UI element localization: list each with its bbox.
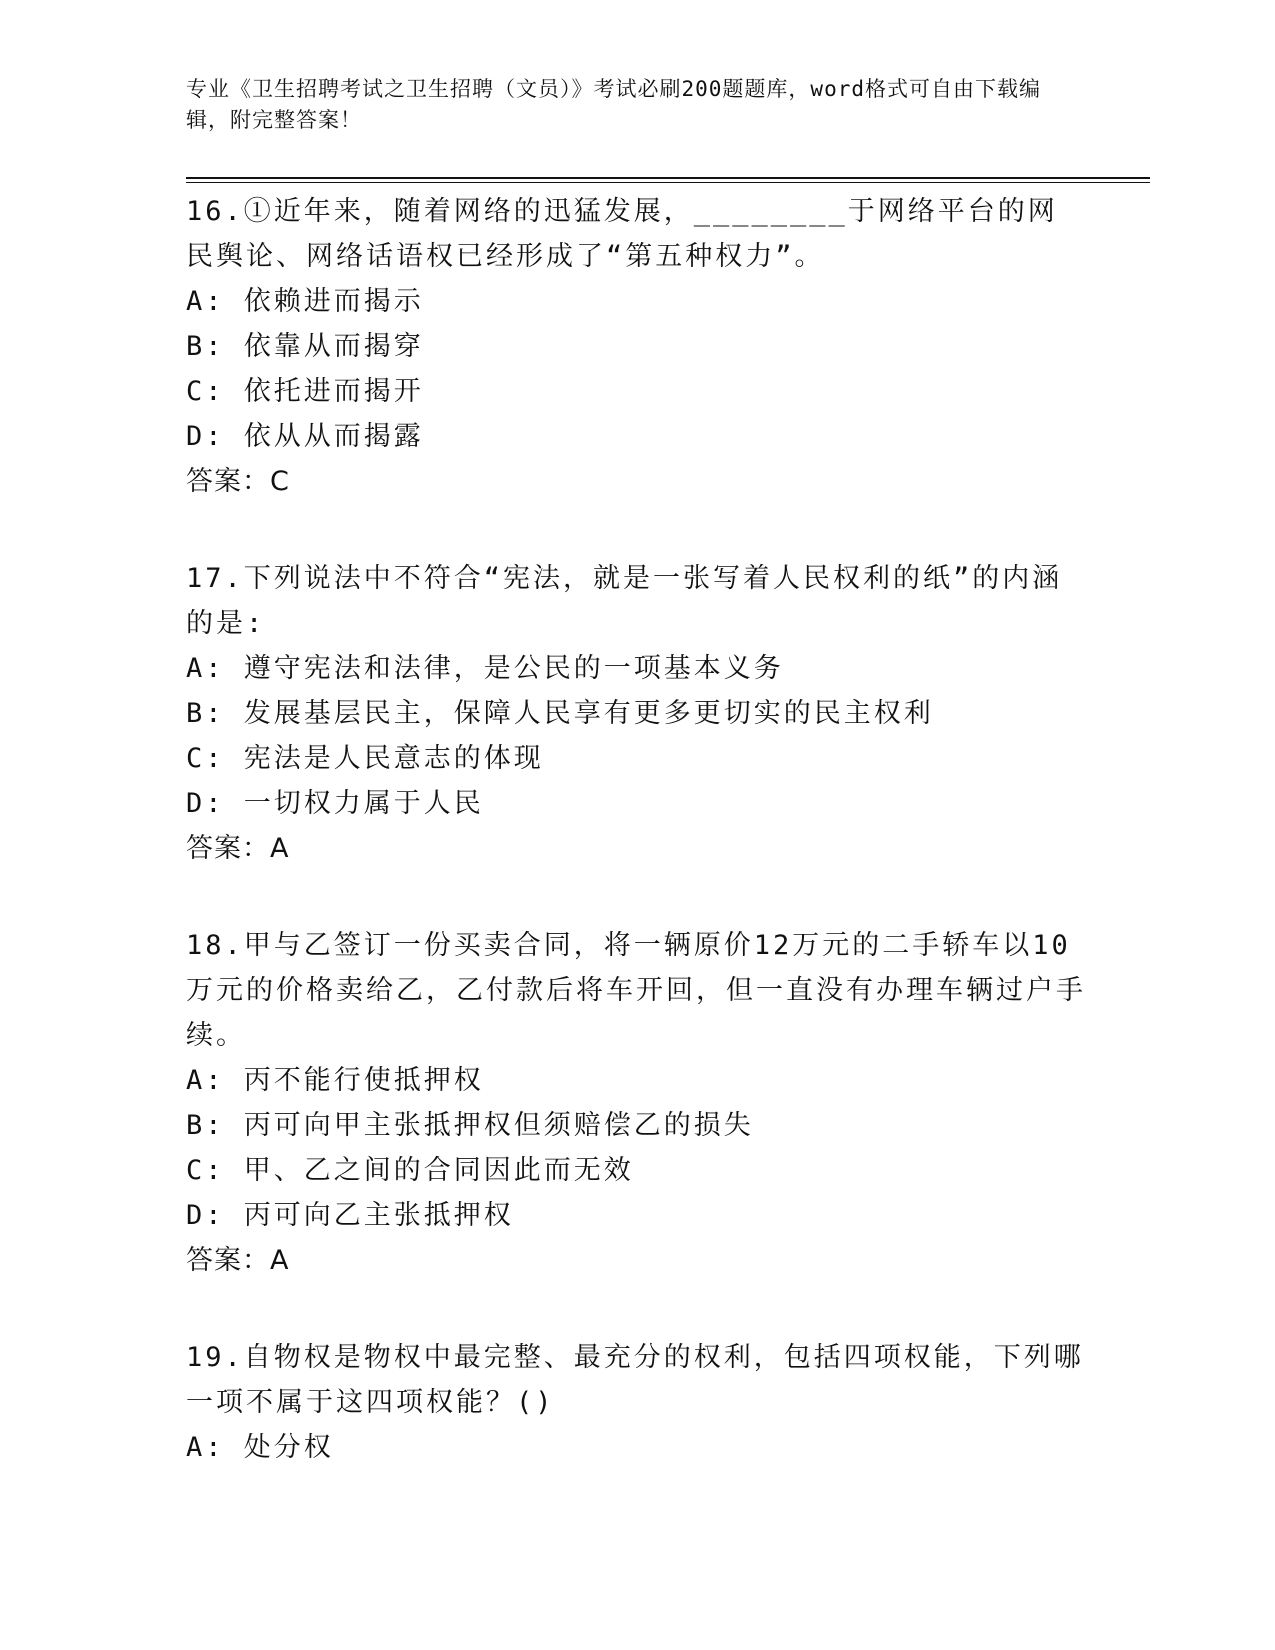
option-b: B: 丙可向甲主张抵押权但须赔偿乙的损失 bbox=[186, 1110, 754, 1141]
answer-label: 答案：A bbox=[186, 1245, 290, 1276]
answer-label: 答案：A bbox=[186, 833, 290, 864]
header-divider-thick bbox=[186, 177, 1150, 179]
question-list bbox=[186, 189, 1086, 1522]
question-stem: 16.①近年来，随着网络的迅猛发展，________于网络平台的网民舆论、网络话语权已经形成了“第五种权力”。 bbox=[186, 196, 1058, 272]
question-stem: 17.下列说法中不符合“宪法，就是一张写着人民权利的纸”的内涵的是: bbox=[186, 563, 1063, 639]
question-stem: 18.甲与乙签订一份买卖合同，将一辆原价12万元的二手轿车以10万元的价格卖给乙，乙付款后将车开回，但一直没有办理车辆过户手续。 bbox=[186, 930, 1086, 1051]
header-divider-thin bbox=[186, 182, 1150, 183]
option-a: A: 处分权 bbox=[186, 1432, 334, 1463]
option-a: A: 依赖进而揭示 bbox=[186, 286, 424, 317]
option-a: A: 丙不能行使抵押权 bbox=[186, 1065, 484, 1096]
option-d: D: 丙可向乙主张抵押权 bbox=[186, 1200, 514, 1231]
option-a: A: 遵守宪法和法律，是公民的一项基本义务 bbox=[186, 653, 784, 684]
option-d: D: 依从从而揭露 bbox=[186, 421, 424, 452]
question-19 bbox=[186, 1335, 1086, 1470]
option-b: B: 发展基层民主，保障人民享有更多更切实的民主权利 bbox=[186, 698, 934, 729]
option-c: C: 甲、乙之间的合同因此而无效 bbox=[186, 1155, 634, 1186]
option-c: C: 依托进而揭开 bbox=[186, 376, 424, 407]
option-d: D: 一切权力属于人民 bbox=[186, 788, 484, 819]
question-17 bbox=[186, 556, 1086, 871]
option-c: C: 宪法是人民意志的体现 bbox=[186, 743, 544, 774]
option-b: B: 依靠从而揭穿 bbox=[186, 331, 424, 362]
question-stem: 19.自物权是物权中最完整、最充分的权利，包括四项权能，下列哪一项不属于这四项权能？() bbox=[186, 1342, 1084, 1418]
document-header: 专业《卫生招聘考试之卫生招聘（文员）》考试必刷200题题库，word格式可自由下载编辑，附完整答案！ bbox=[186, 77, 1041, 132]
question-18 bbox=[186, 923, 1086, 1283]
answer-label: 答案：C bbox=[186, 466, 290, 497]
question-16 bbox=[186, 189, 1086, 504]
